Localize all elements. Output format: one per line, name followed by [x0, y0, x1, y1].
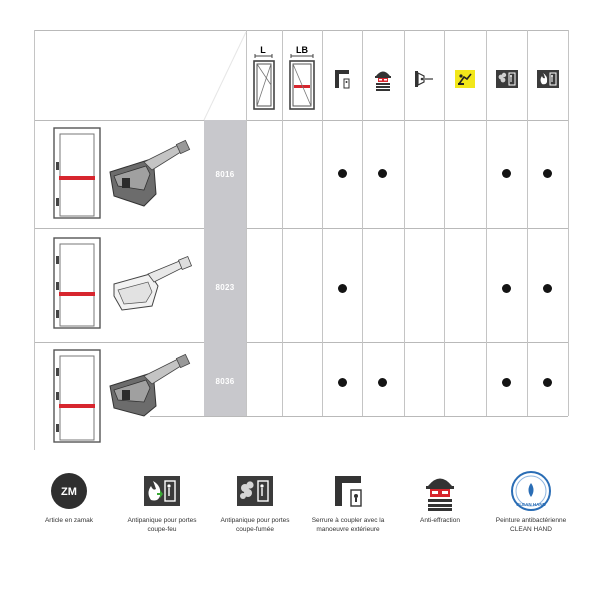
feature-mark: [502, 284, 511, 293]
feature-mark: [502, 169, 511, 178]
column-header-LB: [282, 38, 322, 120]
product-code-column: [204, 120, 246, 416]
legend-label: Serrure à coupler avec la manoeuvre extérieure: [311, 517, 385, 533]
anti-burglary-icon: [372, 67, 394, 91]
table-top-border: [34, 30, 568, 31]
fire-exit-icon: [144, 476, 180, 506]
table-header-border: [34, 120, 568, 121]
door-frame-drawing: [54, 350, 100, 442]
door-frame-drawing: [54, 238, 100, 328]
column-header-lock: [322, 38, 362, 120]
coupling-lock-icon: [329, 472, 367, 510]
column-header-burglar: [362, 38, 404, 120]
legend-fire-door: [117, 470, 207, 534]
panic-bar-drawing: [114, 256, 192, 310]
feature-mark: [378, 169, 387, 178]
product-code: 8036: [215, 377, 235, 386]
door-left-hand-icon: [249, 44, 279, 114]
legend-label: Peinture antibactérienne CLEAN HAND: [495, 517, 567, 533]
legend-label: Antipanique pour portes coupe-fumée: [220, 517, 290, 533]
product-image-row-1: [48, 124, 198, 224]
clean-hand-icon: [455, 70, 475, 88]
feature-mark: [338, 378, 347, 387]
product-image-row-2: [48, 234, 198, 334]
legend-label: Anti-effraction: [420, 517, 460, 524]
column-header-key: [404, 38, 444, 120]
feature-mark: [338, 169, 347, 178]
table-left-border: [34, 30, 35, 450]
feature-mark: [338, 284, 347, 293]
svg-text:ZM: ZM: [61, 486, 77, 498]
feature-mark: [378, 378, 387, 387]
product-image-row-3: [48, 346, 198, 446]
fire-exit-icon: [537, 70, 559, 88]
product-code: 8023: [215, 283, 235, 292]
column-header-fire: [527, 38, 568, 120]
door-frame-drawing: [54, 128, 100, 218]
legend-label: Article en zamak: [44, 517, 94, 524]
table-row-separator: [34, 342, 568, 343]
legend-clean-hand: [486, 470, 576, 534]
legend-coupling-lock: [303, 470, 393, 534]
smoke-exit-icon: [496, 70, 518, 88]
column-header-smoke: [486, 38, 527, 120]
product-code: 8016: [215, 170, 235, 179]
table-row-separator: [34, 228, 568, 229]
door-bar-icon: [285, 44, 319, 114]
zamak-badge-icon: [50, 472, 88, 510]
legend-smoke-door: [210, 470, 300, 534]
table-right-border: [568, 30, 569, 416]
svg-text:CLEAN HAND: CLEAN HAND: [516, 502, 546, 507]
column-L-label: L: [260, 45, 266, 55]
smoke-exit-icon: [237, 476, 273, 506]
legend-label: Antipanique pour portes coupe-feu: [127, 517, 197, 533]
anti-burglary-icon: [422, 471, 458, 511]
table-bottom-border: [150, 416, 568, 417]
header-diagonal-divider: [200, 30, 248, 122]
key-cylinder-icon: [412, 68, 436, 90]
feature-mark: [543, 378, 552, 387]
panic-bar-drawing: [110, 354, 190, 416]
legend-anti-burglary: [395, 470, 485, 525]
clean-hand-icon: [510, 470, 552, 512]
column-LB-label: LB: [296, 45, 308, 55]
panic-bar-drawing: [110, 140, 190, 206]
legend-zamak: [24, 470, 114, 525]
coupling-lock-icon: [331, 67, 353, 91]
column-header-L: [246, 38, 282, 120]
feature-mark: [543, 284, 552, 293]
feature-mark: [543, 169, 552, 178]
feature-mark: [502, 378, 511, 387]
column-header-hand: [444, 38, 486, 120]
